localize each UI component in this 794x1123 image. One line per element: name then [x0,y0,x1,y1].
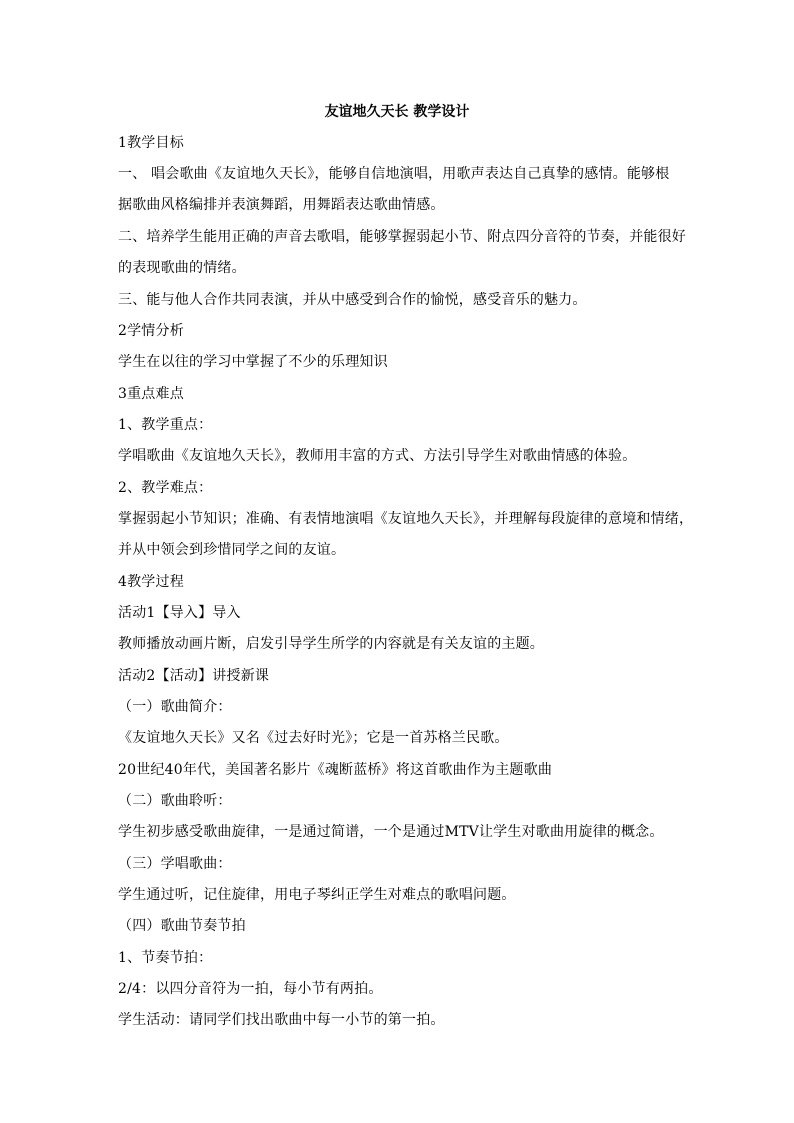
paragraph-line: 二、培养学生能用正确的声音去歌唱，能够掌握弱起小节、附点四分音符的节奏，并能很好 [118,229,686,245]
activity-heading: 活动2【活动】讲授新课 [118,668,270,684]
paragraph-line: 一、 唱会歌曲《友谊地久天长》，能够自信地演唱，用歌声表达自己真挚的感情。能够根 [118,166,670,182]
paragraph-line: 三、能与他人合作共同表演，并从中感受到合作的愉悦，感受音乐的魅力。 [118,292,587,308]
paragraph-line: 掌握弱起小节知识；准确、有表情地演唱《友谊地久天长》，并理解每段旋律的意境和情绪， [118,511,694,527]
paragraph-line: 据歌曲风格编排并表演舞蹈，用舞蹈表达歌曲情感。 [118,197,445,213]
document-title: 友谊地久天长 教学设计 [324,104,470,120]
subheading-rhythm-meter: （四）歌曲节奏节拍 [118,918,246,934]
section-heading-analysis: 2学情分析 [118,323,184,339]
section-heading-objectives: 1教学目标 [118,135,184,151]
paragraph-line: 20世纪40年代，美国著名影片《魂断蓝桥》将这首歌曲作为主题歌曲 [118,762,553,778]
paragraph-line: 学唱歌曲《友谊地久天长》，教师用丰富的方式、方法引导学生对歌曲情感的体验。 [118,448,637,464]
activity-heading: 活动1【导入】导入 [118,605,241,621]
paragraph-line: 并从中领会到珍惜同学之间的友谊。 [118,542,346,558]
section-heading-process: 4教学过程 [118,574,184,590]
paragraph-line: 教师播放动画片断，启发引导学生所学的内容就是有关友谊的主题。 [118,636,544,652]
subheading-learning-song: （三）学唱歌曲： [118,856,232,872]
subheading-teaching-focus: 1、教学重点： [118,417,213,433]
paragraph-line: 学生初步感受歌曲旋律，一是通过简谱，一个是通过MTV让学生对歌曲用旋律的概念。 [118,824,664,840]
paragraph-line: 学生活动：请同学们找出歌曲中每一小节的第一拍。 [118,1012,445,1028]
paragraph-line: 的表现歌曲的情绪。 [118,260,246,276]
paragraph-line: 学生在以往的学习中掌握了不少的乐理知识 [118,354,388,370]
paragraph-line: 《友谊地久天长》又名《过去好时光》；它是一首苏格兰民歌。 [118,730,509,746]
paragraph-line: 2/4：以四分音符为一拍，每小节有两拍。 [118,981,383,997]
subheading-teaching-difficulty: 2、教学难点： [118,480,213,496]
subheading-rhythm-detail: 1、节奏节拍： [118,950,213,966]
subheading-song-listening: （二）歌曲聆听： [118,793,232,809]
paragraph-line: 学生通过听，记住旋律，用电子琴纠正学生对难点的歌唱问题。 [118,887,516,903]
subheading-song-intro: （一）歌曲简介： [118,699,232,715]
section-heading-key-points: 3重点难点 [118,386,184,402]
